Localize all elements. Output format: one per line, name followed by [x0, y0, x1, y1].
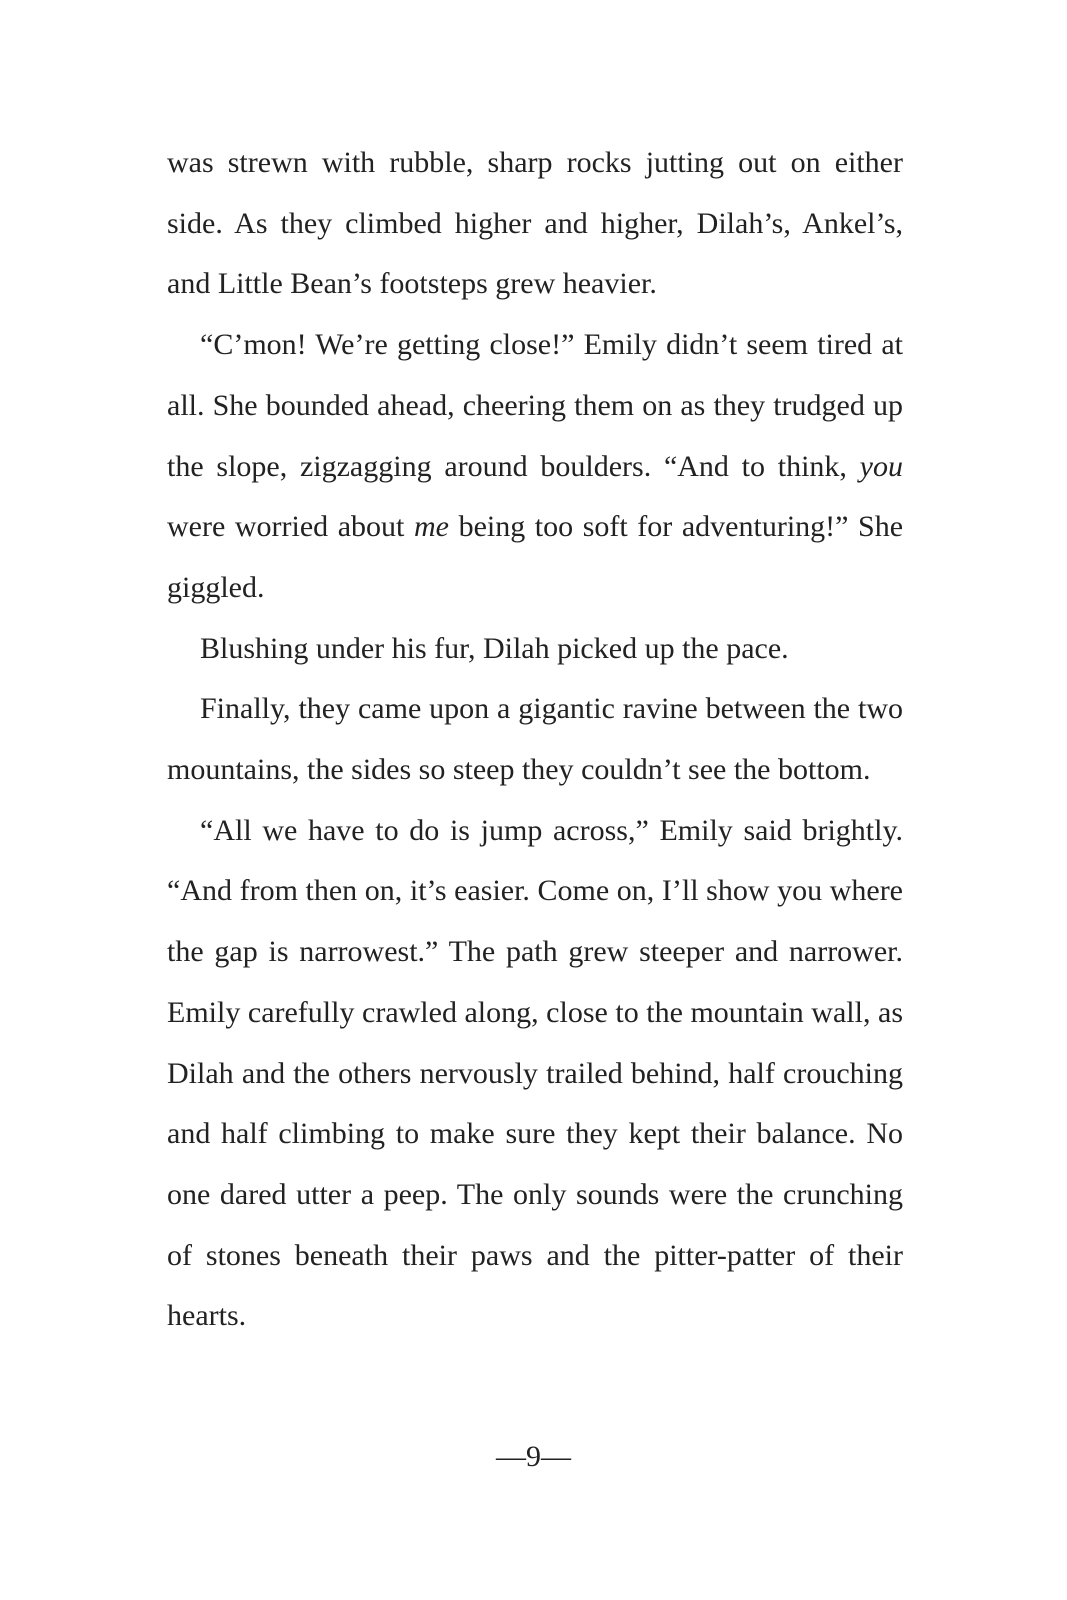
- paragraph-segment: being too soft for adventuring!” She giggled.: [167, 510, 904, 604]
- italic-you: you: [859, 449, 903, 483]
- page-number: —9—: [496, 1440, 571, 1473]
- paragraph-emily-close: [167, 315, 903, 619]
- paragraph-segment: were worried about: [167, 510, 405, 544]
- paragraph-dilah-blushing: Blushing under his fur, Dilah picked up the pace.: [200, 631, 789, 665]
- paragraph-jump-across: “All we have to do is jump across,” Emily said brightly. “And from then on, it’s easier. Come on, I’ll show you where the gap is narrowest.” The path grew steeper and narrower. Emily carefully crawled along, close to the mountain wall, as Dilah and the others nervously trailed behind, half crouching and half climbing to make sure they kept their balance. No one dared utter a peep. The only sounds were the crunching of stones beneath their paws and the pitter-patter of their hearts.: [167, 813, 903, 1333]
- italic-me: me: [414, 510, 449, 544]
- page-body: [167, 133, 903, 1347]
- paragraph-continued: was strewn with rubble, sharp rocks jutting out on either side. As they climbed higher and higher, Dilah’s, Ankel’s, and Little Bean’s footsteps grew heavier.: [167, 146, 903, 301]
- paragraph-ravine: Finally, they came upon a gigantic ravine between the two mountains, the sides so steep they couldn’t see the bottom.: [167, 692, 903, 787]
- paragraph-segment: “C’mon! We’re getting close!” Emily didn’t seem tired at all. She bounded ahead, cheering them on as they trudged up the slope, zigzagging around boulders. “And to think,: [167, 328, 903, 483]
